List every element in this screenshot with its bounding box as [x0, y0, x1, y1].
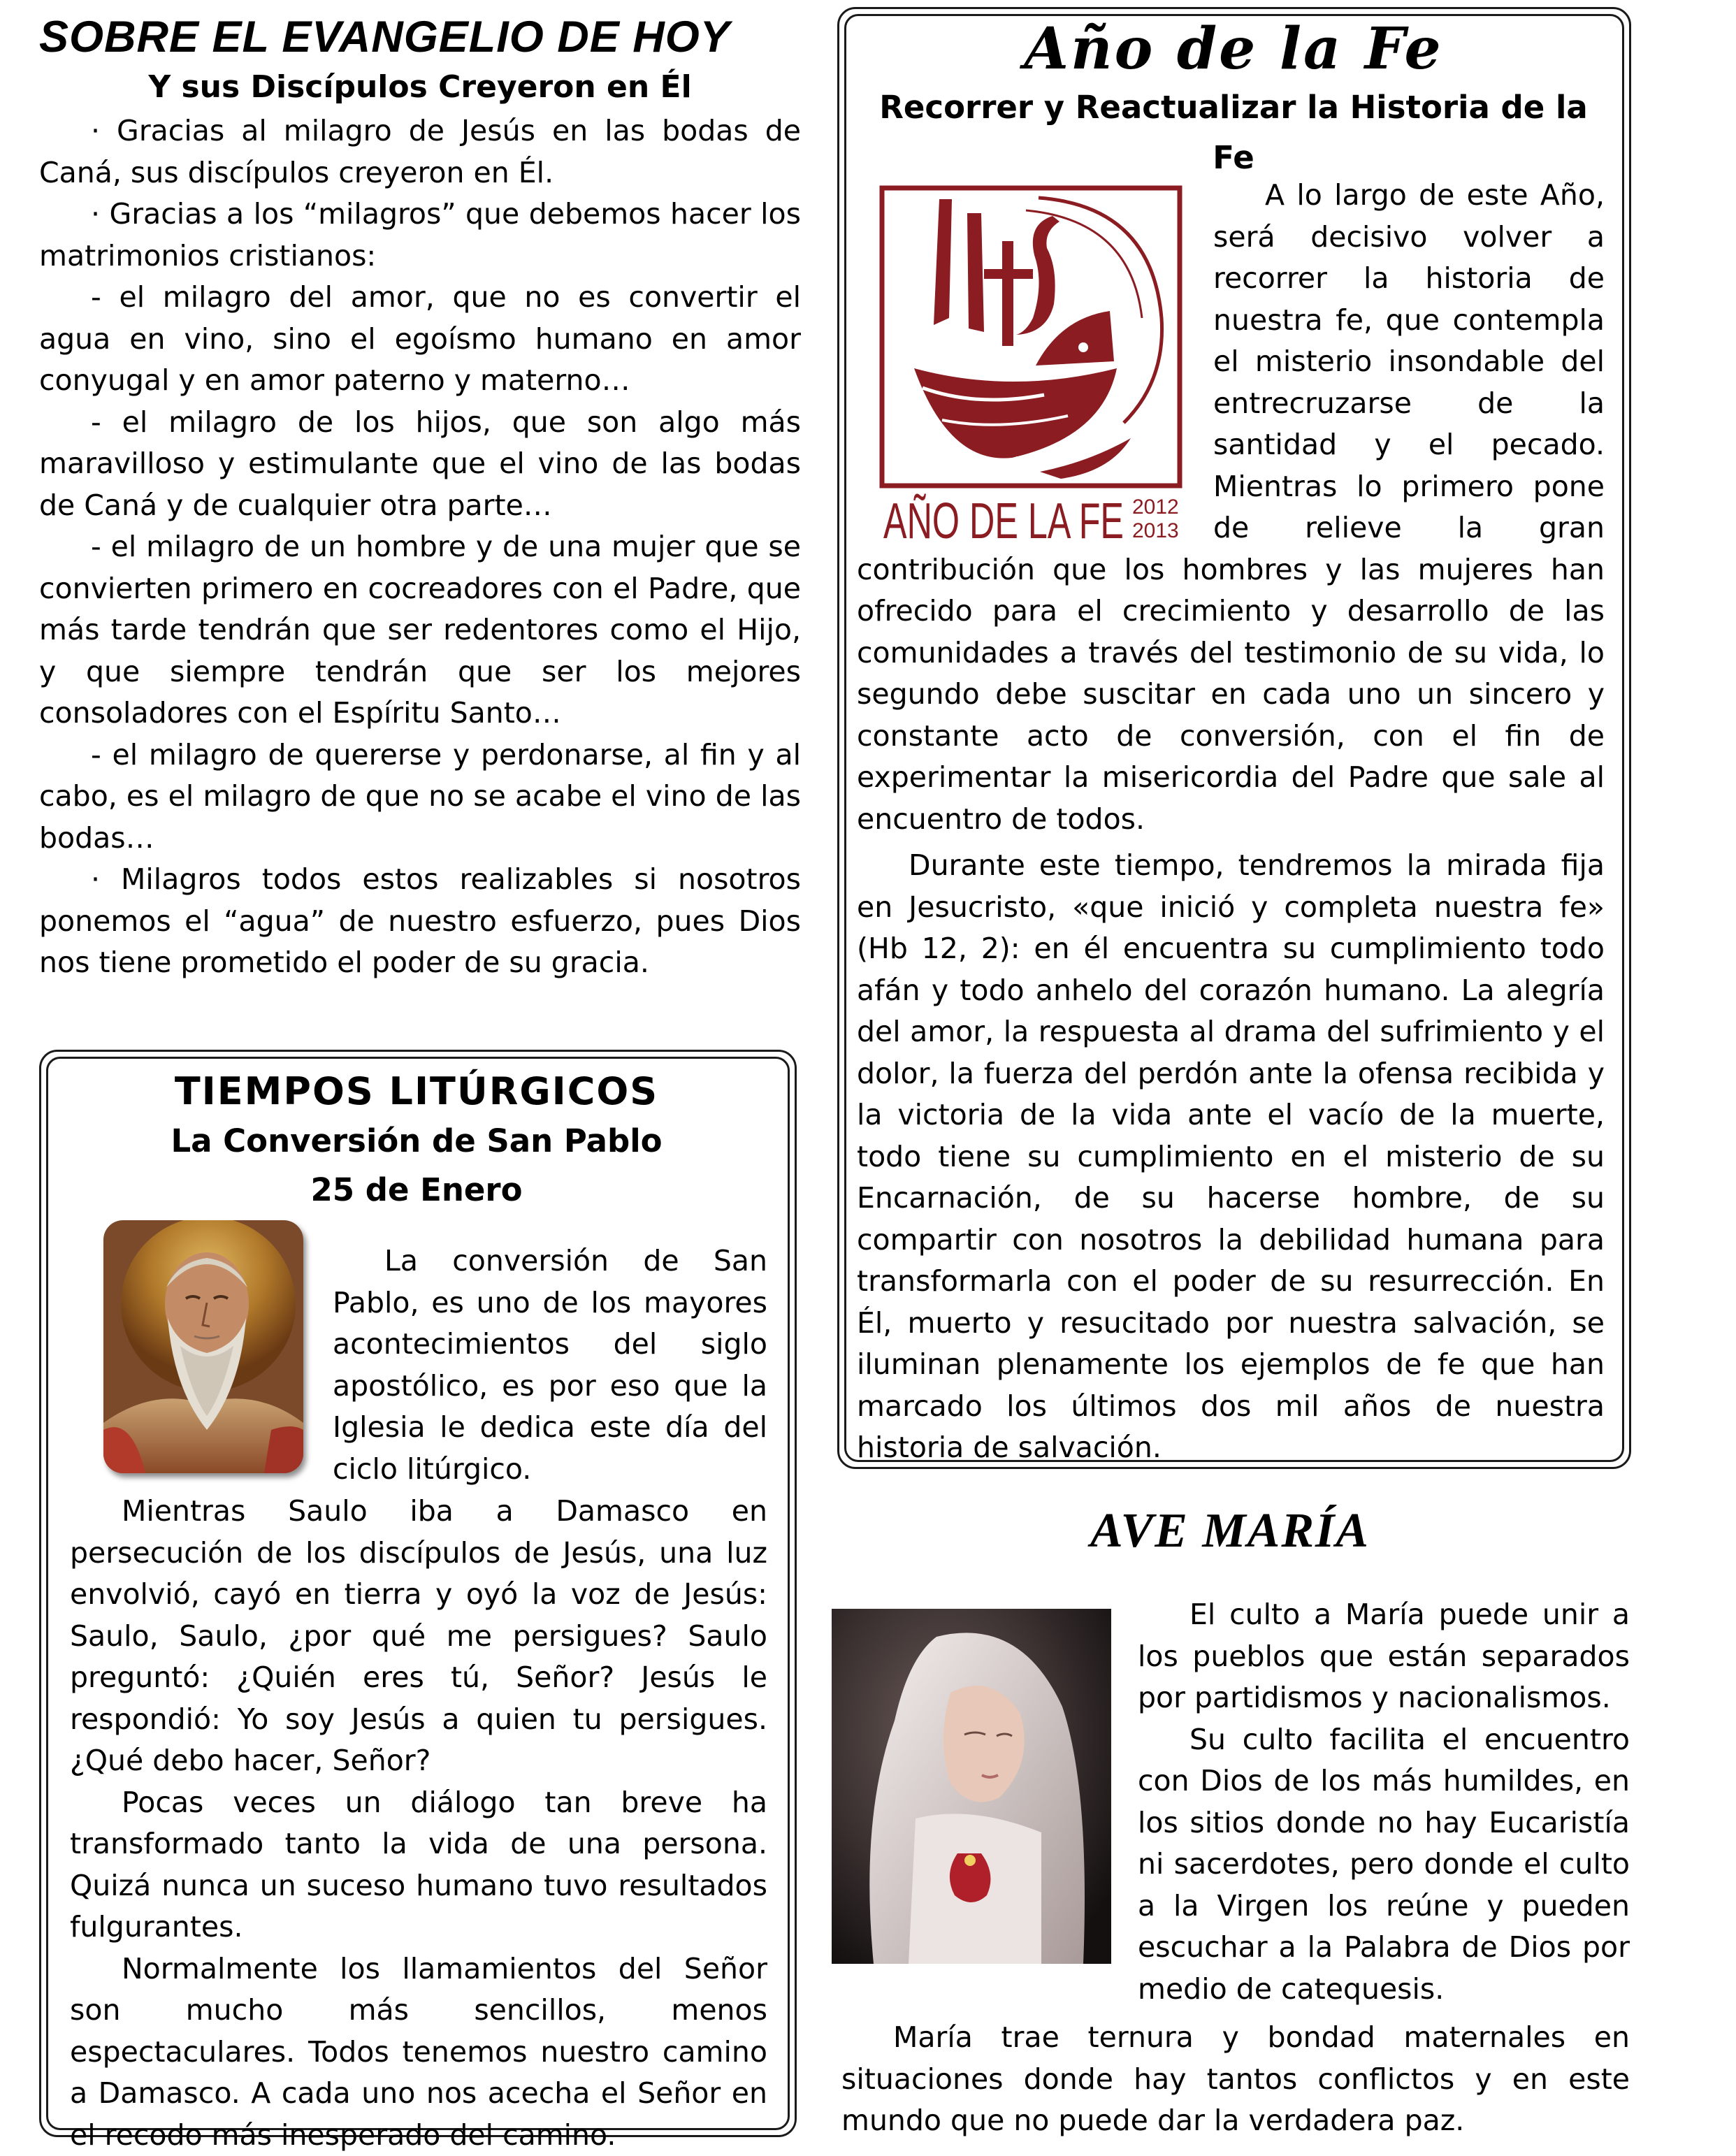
fe-subtitle: Recorrer y Reactualizar la Historia de la Fe	[860, 82, 1607, 183]
virgen-maria-image	[832, 1609, 1111, 1964]
ave-paragraph: Su culto facilita el encuentro con Dios de los más humildes, en los sitios donde no hay Eucaristía ni sacerdotes, pero donde el culto a la Virgen los reúne y pueden escuchar a la Palabra de Dios por medio de catequesis.	[1138, 1719, 1630, 2011]
tiempos-intro: La conversión de San Pablo, es uno de los mayores acontecimientos del siglo apostólico, es por eso que la Iglesia le dedica este día del ciclo litúrgico.	[333, 1240, 767, 1490]
logo-year-top: 2012	[1132, 495, 1179, 519]
ave-closing: María trae ternura y bondad maternales en situaciones donde hay tantos conflictos y en este mundo que no puede dar la verdadera paz.	[841, 2017, 1630, 2142]
ave-paragraph: El culto a María puede unir a los pueblos que están separados por partidismos y nacionalismos.	[1138, 1594, 1630, 1719]
tiempos-paragraph: Normalmente los llamamientos del Señor son mucho más sencillos, menos espectaculares. Todos tenemos nuestro camino a Damasco. A cada uno nos acecha el Señor en el recodo más inesperado del camino.	[70, 1948, 767, 2156]
fe-paragraph: Durante este tiempo, tendremos la mirada fija en Jesucristo, «que inició y completa nuestra fe» (Hb 12, 2): en él encuentra su cumplimiento todo afán y todo anhelo del corazón humano. La alegría del amor, la respuesta al drama del sufrimiento y el dolor, la fuerza del perdón ante la ofensa recibida y la victoria de la vida ante el vacío de la muerte, todo tiene su cumplimiento en el misterio de su Encarnación, de su hacerse hombre, de su compartir con nosotros la debilidad humana para transformarla con el poder de su resurrección. En Él, muerto y resucitado por nuestra salvación, se iluminan plenamente los ejemplos de fe que han marcado los últimos dos mil años de nuestra historia de salvación.	[857, 845, 1605, 1469]
evangelio-subtitle: Y sus Discípulos Creyeron en Él	[39, 66, 801, 109]
tiempos-paragraph: Mientras Saulo iba a Damasco en persecución de los discípulos de Jesús, una luz envolvió, cayó en tierra y oyó la voz de Jesús: Saulo, Saulo, ¿por qué me persigues? Saulo preguntó: ¿Quién eres tú, Señor? Jesús le respondió: Yo soy Jesús a quien tu persigues. ¿Qué debo hacer, Señor?	[70, 1491, 767, 1782]
tiempos-subtitle: La Conversión de San Pablo	[67, 1117, 766, 1166]
logo-text: AÑO DE LA FE	[883, 493, 1124, 546]
evangelio-article	[39, 10, 801, 984]
evangelio-title: SOBRE EL EVANGELIO DE HOY	[39, 10, 801, 64]
fe-logo-space	[857, 175, 1213, 538]
fe-header	[860, 15, 1607, 183]
san-pablo-image	[103, 1220, 303, 1473]
logo-year-bottom: 2013	[1132, 519, 1179, 542]
fe-paragraph	[857, 175, 1605, 840]
tiempos-body	[70, 1491, 767, 2156]
evangelio-paragraph: - el milagro de los hijos, que son algo más maravilloso y estimulante que el vino de las bodas de Caná y de cualquier otra parte…	[39, 402, 801, 527]
evangelio-paragraph: · Milagros todos estos realizables si nosotros ponemos el “agua” de nuestro esfuerzo, pues Dios nos tiene prometido el poder de su gracia.	[39, 859, 801, 984]
evangelio-paragraph: · Gracias al milagro de Jesús en las bodas de Caná, sus discípulos creyeron en Él.	[39, 110, 801, 194]
evangelio-paragraph: - el milagro de quererse y perdonarse, al fin y al cabo, es el milagro de que no se acabe el vino de las bodas…	[39, 735, 801, 860]
fe-paragraph-text: A lo largo de este Año, será decisivo volver a recorrer la historia de nuestra fe, que contempla el misterio insondable del entrecruzarse de la santidad y el pecado. Mientras lo primero pone de relieve la gran contribución que los hombres y las mujeres han ofrecido para el crecimiento y desarrollo de las comunidades a través del testimonio de su vida, lo segundo debe suscitar en cada uno un sincero y constante acto de conversión, con el fin de experimentar la misericordia del Padre que sale al encuentro de todos.	[857, 178, 1605, 836]
evangelio-paragraph: · Gracias a los “milagros” que debemos hacer los matrimonios cristianos:	[39, 194, 801, 277]
fe-title: Año de la Fe	[860, 15, 1607, 82]
tiempos-title: TIEMPOS LITÚRGICOS	[67, 1066, 766, 1117]
evangelio-paragraph: - el milagro de un hombre y de una mujer que se convierten primero en cocreadores con el Padre, que más tarde tendrán que ser redentores como el Hijo, y que siempre tendrán que ser los mejores consoladores con el Espíritu Santo…	[39, 526, 801, 735]
evangelio-paragraph: - el milagro del amor, que no es convertir el agua en vino, sino el egoísmo humano en amor conyugal y en amor paterno y materno…	[39, 277, 801, 402]
tiempos-header	[67, 1066, 766, 1215]
tiempos-paragraph: Pocas veces un diálogo tan breve ha transformado tanto la vida de una persona. Quizá nunca un suceso humano tuvo resultados fulgurantes.	[70, 1782, 767, 1948]
ave-body	[1138, 1594, 1630, 2010]
tiempos-date: 25 de Enero	[67, 1166, 766, 1215]
ave-title: AVE MARÍA	[846, 1501, 1614, 1561]
